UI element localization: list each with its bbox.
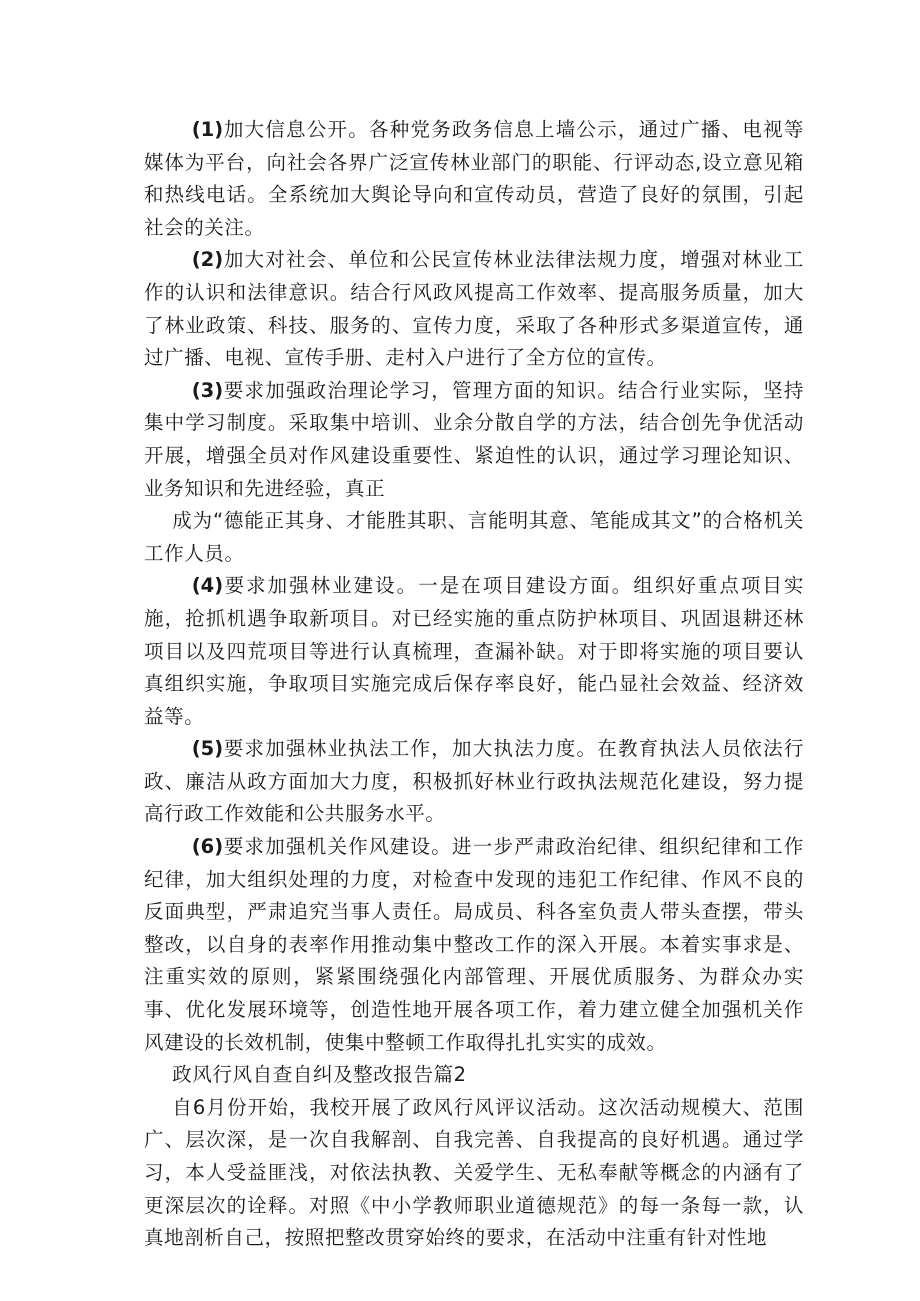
paragraph-text: 要求加强林业建设。一是在项目建设方面。组织好重点项目实施，抢抓机遇争取新项目。对已经实施的重点防护林项目、巩固退耕还林项目以及四荒项目等进行认真梳理，查漏补缺。对于即将实施的项目要认真组织实施，争取项目实施完成后保存率良好，能凸显社会效益、经济效益等。	[144, 574, 804, 728]
paragraph-6	[144, 831, 804, 1059]
paragraph-number: (1)	[191, 118, 224, 141]
paragraph-number: (2)	[191, 248, 224, 272]
paragraph-text: 要求加强政治理论学习，管理方面的知识。结合行业实际，坚持集中学习制度。采取集中培训、业余分散自学的方法，结合创先争优活动开展，增强全员对作风建设重要性、紧迫性的认识，通过学习理论知识、业务知识和先进经验，真正	[144, 378, 804, 500]
paragraph-4	[144, 570, 804, 733]
paragraph-continuation: 成为“德能正其身、才能胜其职、言能明其意、笔能成其文”的合格机关工作人员。	[144, 509, 804, 565]
paragraph-text: 要求加强林业执法工作，加大执法力度。在教育执法人员依法行政、廉洁从政方面加大力度，积极抓好林业行政执法规范化建设，努力提高行政工作效能和公共服务水平。	[144, 737, 804, 826]
section-heading: 政风行风自查自纠及整改报告篇2	[172, 1063, 467, 1087]
paragraph-text: 要求加强机关作风建设。进一步严肃政治纪律、组织纪律和工作纪律，加大组织处理的力度，对检查中发现的违犯工作纪律、作风不良的反面典型，严肃追究当事人责任。局成员、科各室负责人带头查摆，带头整改，以自身的表率作用推动集中整改工作的深入开展。本着实事求是、注重实效的原则，紧紧围绕强化内部管理、开展优质服务、为群众办实事、优化发展环境等，创造性地开展各项工作，着力建立健全加强机关作风建设的长效机制，使集中整顿工作取得扎扎实实的成效。	[144, 835, 804, 1054]
paragraph-number: (6)	[191, 835, 224, 859]
paragraph-text: 加大信息公开。各种党务政务信息上墙公示，通过广播、电视等媒体为平台，向社会各界广泛宣传林业部门的职能、行评动态,设立意见箱和热线电话。全系统加大舆论导向和宣传动员，营造了良好的氛围，引起社会的关注。	[144, 118, 804, 239]
paragraph-text: 加大对社会、单位和公民宣传林业法律法规力度，增强对林业工作的认识和法律意识。结合行风政风提高工作效率、提高服务质量，加大了林业政策、科技、服务的、宣传力度，采取了各种形式多渠道宣传，通过广播、电视、宣传手册、走村入户进行了全方位的宣传。	[144, 248, 804, 370]
paragraph-2	[144, 244, 804, 374]
document-body	[144, 114, 804, 1255]
paragraph-number: (5)	[191, 737, 224, 761]
section-paragraph: 自6月份开始，我校开展了政风行风评议活动。这次活动规模大、范围广、层次深，是一次自我解剖、自我完善、自我提高的良好机遇。通过学习，本人受益匪浅，对依法执教、关爱学生、无私奉献等概念的内涵有了更深层次的诠释。对照《中小学教师职业道德规范》的每一条每一款，认真地剖析自己，按照把整改贯穿始终的要求，在活动中注重有针对性地	[144, 1095, 804, 1250]
paragraph-5	[144, 733, 804, 831]
paragraph-3	[144, 375, 804, 505]
paragraph-number: (4)	[191, 574, 224, 598]
paragraph-number: (3)	[191, 378, 224, 402]
paragraph-1	[144, 114, 804, 244]
